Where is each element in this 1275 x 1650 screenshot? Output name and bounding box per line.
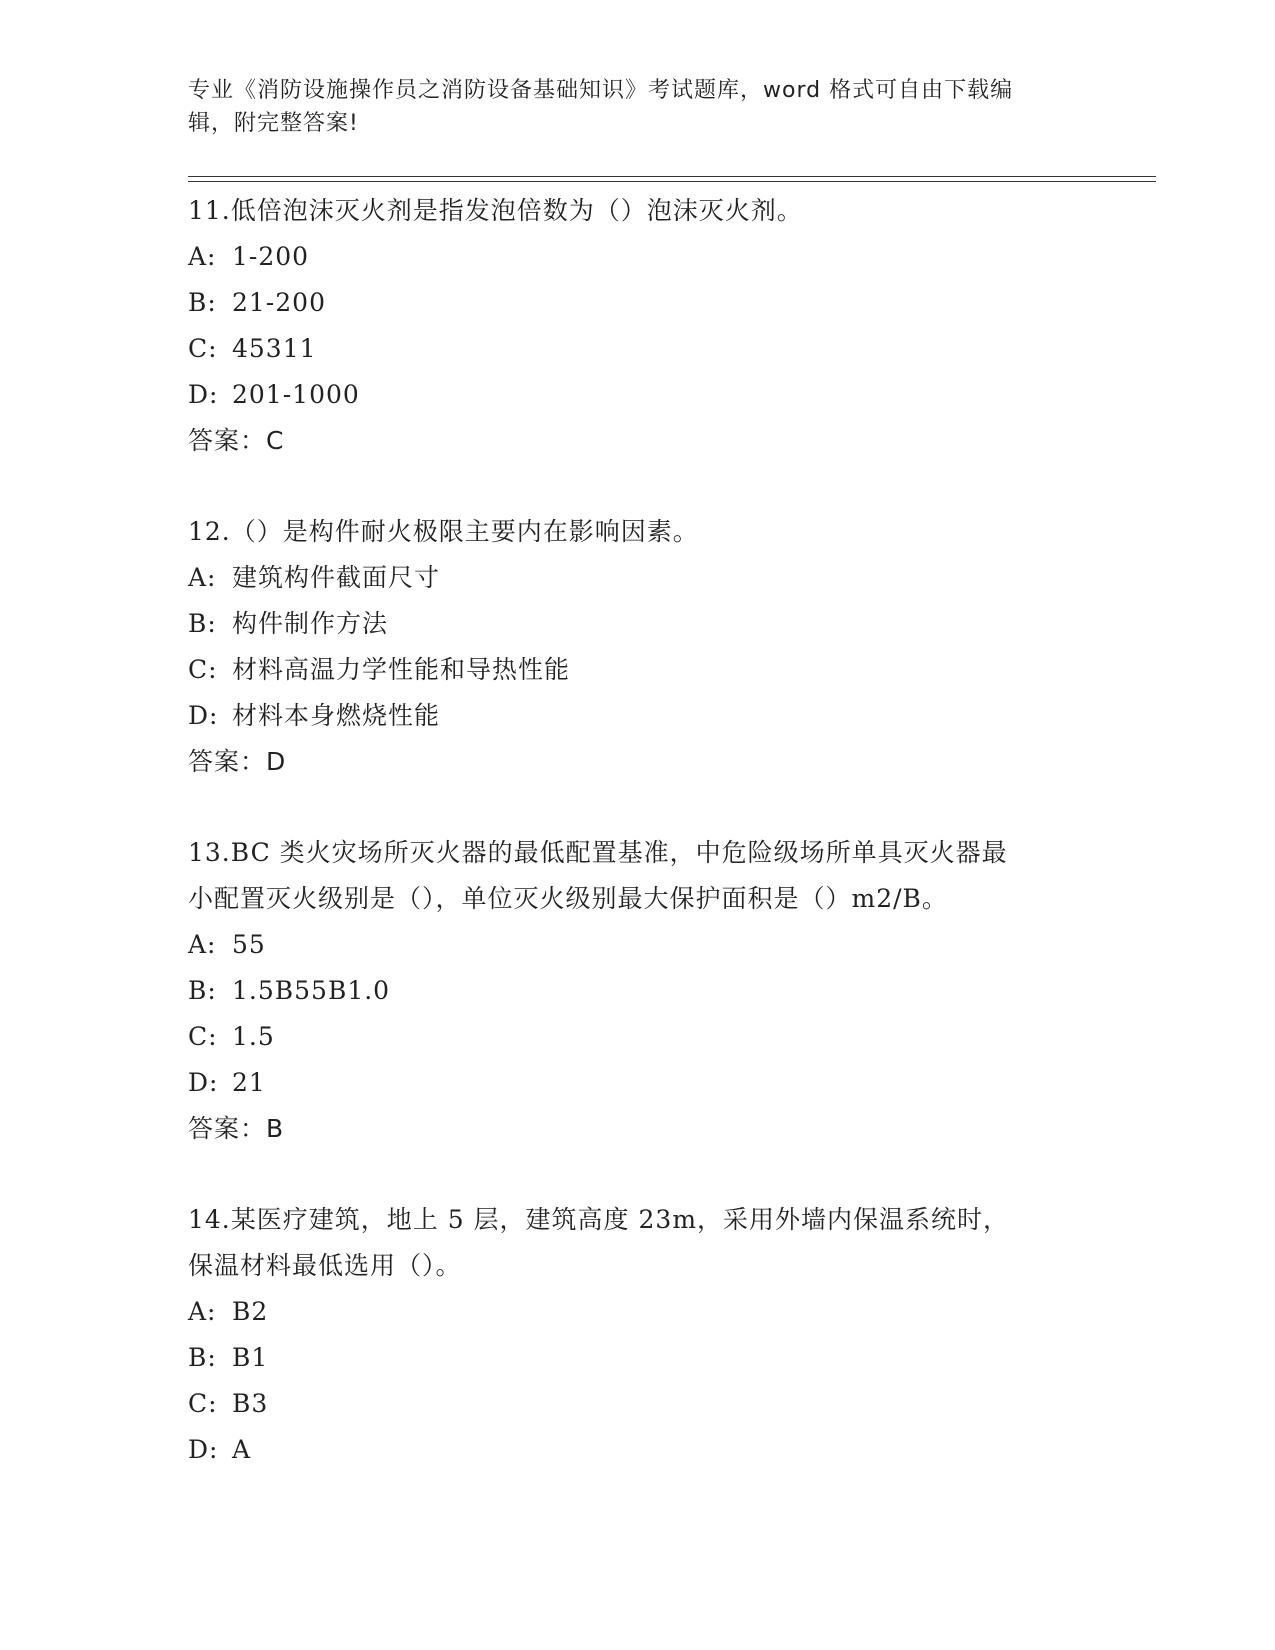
option-text: B2 [232, 1297, 269, 1326]
document-header [188, 74, 1088, 140]
option-letter: D: [188, 1435, 219, 1464]
option-letter: B: [188, 1343, 217, 1372]
option-text: 1.5B55B1.0 [232, 976, 391, 1005]
option-text: A [232, 1435, 252, 1464]
question-11 [188, 188, 1088, 464]
question-stem: 11.低倍泡沫灭火剂是指发泡倍数为（）泡沫灭火剂。 [188, 196, 803, 225]
option-text: 45311 [232, 334, 317, 363]
question-stem: 12.（）是构件耐火极限主要内在影响因素。 [188, 517, 699, 546]
option-letter: C: [188, 655, 218, 684]
question-stem-line-1: 13.BC 类火灾场所灭火器的最低配置基准，中危险级场所单具灭火器最 [188, 838, 1008, 867]
option-d [188, 1427, 1088, 1473]
option-letter: A: [188, 1297, 217, 1326]
option-letter: A: [188, 563, 217, 592]
question-list [188, 188, 1088, 1473]
option-d [188, 1060, 1088, 1106]
option-a [188, 1289, 1088, 1335]
option-c [188, 1014, 1088, 1060]
option-letter: D: [188, 1068, 219, 1097]
option-d [188, 372, 1088, 418]
option-b [188, 280, 1088, 326]
option-text: 1-200 [232, 242, 310, 271]
question-14 [188, 1197, 1088, 1473]
question-13 [188, 830, 1088, 1152]
option-a [188, 555, 1088, 601]
question-stem-line-1: 14.某医疗建筑，地上 5 层，建筑高度 23m，采用外墙内保温系统时， [188, 1205, 1010, 1234]
option-text: 21 [232, 1068, 266, 1097]
option-text: 1.5 [232, 1022, 275, 1051]
option-text: 21-200 [232, 288, 326, 317]
header-divider-top [188, 176, 1156, 177]
option-text: 55 [232, 930, 266, 959]
option-a [188, 922, 1088, 968]
header-divider-bottom [188, 181, 1156, 182]
option-text: 材料高温力学性能和导热性能 [232, 655, 571, 684]
answer-line: 答案：B [188, 1114, 285, 1143]
option-b [188, 968, 1088, 1014]
option-b [188, 1335, 1088, 1381]
answer-line: 答案：C [188, 426, 285, 455]
option-d [188, 693, 1088, 739]
option-a [188, 234, 1088, 280]
option-letter: C: [188, 334, 218, 363]
header-line-2: 辑，附完整答案! [188, 111, 359, 136]
option-b [188, 601, 1088, 647]
option-text: 201-1000 [232, 380, 360, 409]
question-12 [188, 509, 1088, 785]
option-letter: B: [188, 609, 217, 638]
option-letter: C: [188, 1022, 218, 1051]
header-line-1: 专业《消防设施操作员之消防设备基础知识》考试题库，word 格式可自由下载编 [188, 78, 1014, 103]
option-letter: B: [188, 976, 217, 1005]
answer-line: 答案：D [188, 747, 287, 776]
option-c [188, 326, 1088, 372]
option-c [188, 647, 1088, 693]
question-stem-line-2: 保温材料最低选用（）。 [188, 1251, 462, 1280]
option-c [188, 1381, 1088, 1427]
option-text: B1 [232, 1343, 269, 1372]
option-text: B3 [232, 1389, 269, 1418]
option-text: 建筑构件截面尺寸 [232, 563, 441, 592]
option-letter: A: [188, 242, 217, 271]
option-text: 构件制作方法 [232, 609, 389, 638]
question-stem-line-2: 小配置灭火级别是（），单位灭火级别最大保护面积是（）m2/B。 [188, 884, 948, 913]
option-letter: D: [188, 380, 219, 409]
option-text: 材料本身燃烧性能 [232, 701, 441, 730]
option-letter: A: [188, 930, 217, 959]
option-letter: B: [188, 288, 217, 317]
option-letter: C: [188, 1389, 218, 1418]
option-letter: D: [188, 701, 219, 730]
